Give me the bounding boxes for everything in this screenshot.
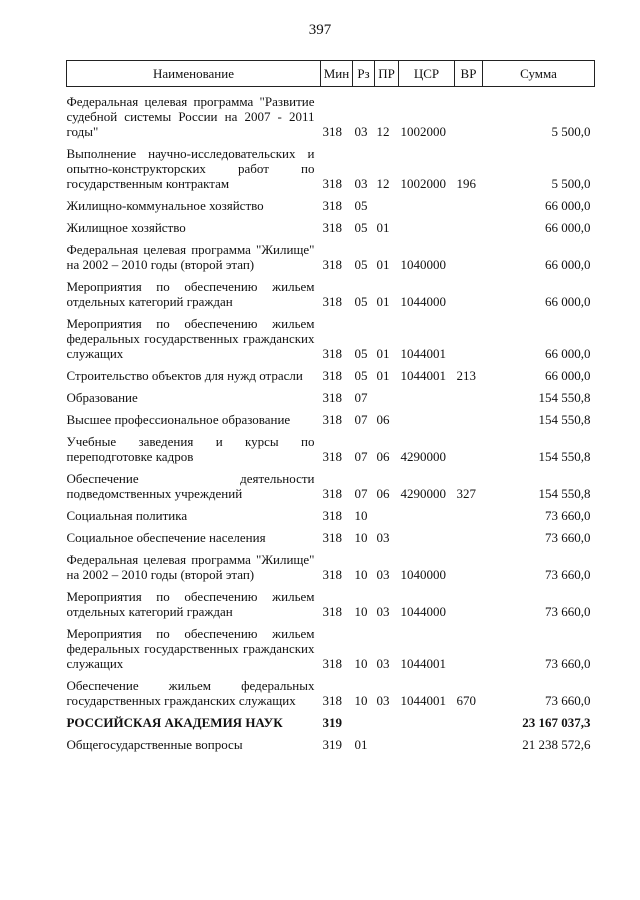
- page-number: 397: [308, 22, 332, 38]
- cell-name: Высшее профессиональное образование: [66, 412, 291, 427]
- cell-min: 318: [322, 257, 342, 272]
- cell-sum: 66 000,0: [545, 257, 591, 272]
- cell-pr: 01: [376, 257, 390, 272]
- cell-sum: 73 660,0: [545, 508, 591, 523]
- cell-name: Социальное обеспечение населения: [66, 530, 266, 545]
- table-row: [67, 508, 595, 523]
- table-row: [67, 412, 595, 427]
- table-header: [67, 61, 595, 87]
- table-body: [67, 87, 595, 753]
- header-min: Мин: [321, 61, 353, 87]
- cell-csr: 4290000: [400, 449, 446, 464]
- cell-rz: 03: [354, 124, 368, 139]
- cell-rz: 05: [354, 368, 368, 383]
- header-name: Наименование: [67, 61, 321, 87]
- table-row: [67, 316, 595, 361]
- cell-csr: 1044001: [400, 368, 446, 383]
- cell-name: Жилищно-коммунальное хозяйство: [66, 198, 264, 213]
- cell-rz: 01: [354, 737, 368, 752]
- cell-csr: [399, 198, 455, 213]
- cell-min: 318: [322, 368, 342, 383]
- cell-name: Учебные заведения и курсы по переподготовке кадров: [66, 434, 315, 464]
- table-row: [67, 279, 595, 309]
- cell-sum: 5 500,0: [551, 124, 591, 139]
- table-row: [67, 715, 595, 730]
- cell-name: Образование: [66, 390, 138, 405]
- table-row: [67, 678, 595, 708]
- cell-vr: [455, 715, 483, 730]
- cell-vr: [455, 737, 483, 752]
- cell-csr: [399, 220, 455, 235]
- cell-rz: 05: [354, 257, 368, 272]
- header-vr: ВР: [455, 61, 483, 87]
- cell-name: Федеральная целевая программа "Развитие судебной системы России на 2007 - 2011 годы": [66, 94, 315, 139]
- cell-rz: 05: [354, 294, 368, 309]
- cell-csr: 1040000: [400, 257, 446, 272]
- cell-name: Федеральная целевая программа "Жилище" на 2002 – 2010 годы (второй этап): [66, 552, 315, 582]
- cell-rz: 05: [354, 220, 368, 235]
- cell-pr: 12: [376, 124, 390, 139]
- cell-csr: [399, 737, 455, 752]
- cell-min: 318: [322, 198, 342, 213]
- cell-pr: 06: [376, 412, 390, 427]
- header-sum: Сумма: [483, 61, 595, 87]
- cell-name: Мероприятия по обеспечению жильем отдельных категорий граждан: [66, 279, 315, 309]
- cell-csr: [399, 530, 455, 545]
- cell-sum: 73 660,0: [545, 604, 591, 619]
- cell-min: 318: [322, 604, 342, 619]
- cell-sum: 73 660,0: [545, 567, 591, 582]
- cell-rz: 03: [354, 176, 368, 191]
- cell-sum: 66 000,0: [545, 368, 591, 383]
- cell-vr: [455, 412, 483, 427]
- cell-name: Выполнение научно-исследовательских и опытно-конструкторских работ по государственным контрактам: [66, 146, 315, 191]
- cell-csr: 1044001: [400, 346, 446, 361]
- cell-name: Обеспечение жильем федеральных государственных гражданских служащих: [66, 678, 315, 708]
- cell-name: РОССИЙСКАЯ АКАДЕМИЯ НАУК: [66, 715, 283, 730]
- cell-sum: 73 660,0: [545, 530, 591, 545]
- cell-vr: [455, 242, 483, 272]
- cell-sum: 73 660,0: [545, 693, 591, 708]
- cell-csr: 1044001: [400, 656, 446, 671]
- cell-min: 318: [322, 567, 342, 582]
- cell-vr: [455, 279, 483, 309]
- cell-vr: [455, 626, 483, 671]
- cell-vr: [455, 589, 483, 619]
- cell-vr: [455, 220, 483, 235]
- cell-pr: 03: [376, 530, 390, 545]
- table-row: [67, 589, 595, 619]
- cell-name: Социальная политика: [66, 508, 188, 523]
- cell-pr: [375, 737, 399, 752]
- cell-min: 318: [322, 693, 342, 708]
- cell-vr: 670: [456, 693, 476, 708]
- cell-pr: 01: [376, 294, 390, 309]
- cell-vr: 196: [456, 176, 476, 191]
- cell-min: 319: [322, 715, 342, 730]
- cell-name: Мероприятия по обеспечению жильем федеральных государственных гражданских служащих: [66, 626, 315, 671]
- cell-csr: 1002000: [400, 176, 446, 191]
- cell-pr: 03: [376, 693, 390, 708]
- header-pr: ПР: [375, 61, 399, 87]
- table-row: [67, 94, 595, 139]
- cell-sum: 154 550,8: [538, 486, 591, 501]
- cell-vr: [455, 198, 483, 213]
- cell-min: 318: [322, 176, 342, 191]
- cell-vr: [455, 508, 483, 523]
- cell-name: Мероприятия по обеспечению жильем отдельных категорий граждан: [66, 589, 315, 619]
- cell-pr: 03: [376, 567, 390, 582]
- cell-name: Строительство объектов для нужд отрасли: [66, 368, 303, 383]
- cell-pr: 06: [376, 449, 390, 464]
- cell-min: 318: [322, 346, 342, 361]
- cell-vr: [455, 316, 483, 361]
- cell-vr: [455, 434, 483, 464]
- cell-rz: 05: [354, 198, 368, 213]
- cell-rz: 10: [354, 693, 368, 708]
- cell-min: 318: [322, 294, 342, 309]
- cell-vr: 327: [456, 486, 476, 501]
- cell-rz: 10: [354, 656, 368, 671]
- table-row: [67, 390, 595, 405]
- cell-name: Обеспечение деятельности подведомственных учреждений: [66, 471, 315, 501]
- cell-csr: [399, 508, 455, 523]
- cell-rz: [353, 715, 375, 730]
- cell-name: Мероприятия по обеспечению жильем федеральных государственных гражданских служащих: [66, 316, 315, 361]
- header-rz: Рз: [353, 61, 375, 87]
- cell-rz: 05: [354, 346, 368, 361]
- cell-name: Федеральная целевая программа "Жилище" на 2002 – 2010 годы (второй этап): [66, 242, 315, 272]
- cell-pr: 03: [376, 656, 390, 671]
- cell-vr: [455, 552, 483, 582]
- cell-min: 318: [322, 530, 342, 545]
- cell-csr: [399, 715, 455, 730]
- cell-rz: 07: [354, 412, 368, 427]
- budget-table: [66, 60, 595, 752]
- cell-rz: 07: [354, 449, 368, 464]
- cell-min: 318: [322, 486, 342, 501]
- cell-rz: 10: [354, 530, 368, 545]
- cell-vr: 213: [456, 368, 476, 383]
- cell-sum: 66 000,0: [545, 346, 591, 361]
- table-row: [67, 368, 595, 383]
- cell-pr: 06: [376, 486, 390, 501]
- cell-rz: 10: [354, 508, 368, 523]
- cell-csr: 1044000: [400, 604, 446, 619]
- cell-rz: 07: [354, 486, 368, 501]
- cell-sum: 73 660,0: [545, 656, 591, 671]
- cell-csr: 1040000: [400, 567, 446, 582]
- table-row: [67, 737, 595, 752]
- cell-min: 318: [322, 656, 342, 671]
- cell-pr: [375, 508, 399, 523]
- cell-csr: 1044000: [400, 294, 446, 309]
- cell-min: 319: [322, 737, 342, 752]
- cell-vr: [455, 530, 483, 545]
- cell-csr: 1002000: [400, 124, 446, 139]
- cell-min: 318: [322, 390, 342, 405]
- cell-sum: 154 550,8: [538, 449, 591, 464]
- cell-name: Жилищное хозяйство: [66, 220, 186, 235]
- cell-min: 318: [322, 220, 342, 235]
- cell-min: 318: [322, 412, 342, 427]
- cell-pr: 01: [376, 220, 390, 235]
- table-row: [67, 220, 595, 235]
- cell-pr: [375, 715, 399, 730]
- cell-csr: 4290000: [400, 486, 446, 501]
- cell-pr: 01: [376, 368, 390, 383]
- cell-rz: 10: [354, 567, 368, 582]
- cell-pr: 03: [376, 604, 390, 619]
- cell-sum: 66 000,0: [545, 220, 591, 235]
- table-row: [67, 626, 595, 671]
- table-row: [67, 471, 595, 501]
- table-row: [67, 530, 595, 545]
- table-row: [67, 552, 595, 582]
- cell-min: 318: [322, 124, 342, 139]
- cell-name: Общегосударственные вопросы: [66, 737, 243, 752]
- cell-sum: 66 000,0: [545, 294, 591, 309]
- table-row: [67, 242, 595, 272]
- cell-rz: 10: [354, 604, 368, 619]
- cell-csr: [399, 390, 455, 405]
- cell-sum: 66 000,0: [545, 198, 591, 213]
- cell-pr: 12: [376, 176, 390, 191]
- cell-sum: 5 500,0: [551, 176, 591, 191]
- cell-csr: [399, 412, 455, 427]
- cell-csr: 1044001: [400, 693, 446, 708]
- cell-vr: [455, 390, 483, 405]
- cell-sum: 154 550,8: [538, 390, 591, 405]
- cell-sum: 21 238 572,6: [522, 737, 591, 752]
- cell-pr: 01: [376, 346, 390, 361]
- cell-pr: [375, 390, 399, 405]
- table-row: [67, 434, 595, 464]
- cell-min: 318: [322, 449, 342, 464]
- cell-sum: 23 167 037,3: [522, 715, 591, 730]
- header-csr: ЦСР: [399, 61, 455, 87]
- cell-pr: [375, 198, 399, 213]
- table-row: [67, 198, 595, 213]
- cell-rz: 07: [354, 390, 368, 405]
- cell-sum: 154 550,8: [538, 412, 591, 427]
- cell-min: 318: [322, 508, 342, 523]
- table-row: [67, 146, 595, 191]
- cell-vr: [455, 94, 483, 139]
